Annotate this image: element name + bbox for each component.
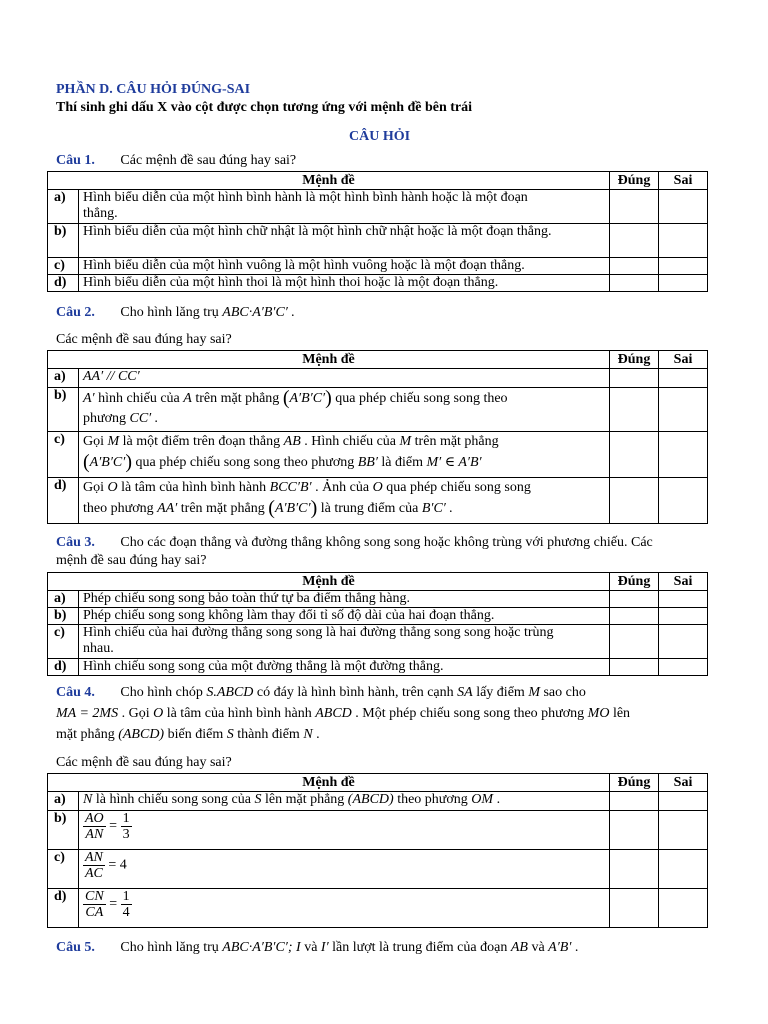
text: Cho hình lăng trụ xyxy=(120,940,223,955)
true-cell[interactable] xyxy=(610,388,659,432)
row-label: c) xyxy=(48,432,79,478)
text: có đáy là hình bình hành, trên cạnh xyxy=(253,685,458,700)
true-cell[interactable] xyxy=(610,258,659,275)
row-statement xyxy=(79,432,610,478)
q3-label: Câu 3. xyxy=(56,535,95,550)
q3-line xyxy=(56,535,653,551)
true-cell[interactable] xyxy=(610,591,659,608)
math: I′ xyxy=(320,940,329,955)
text: Gọi xyxy=(83,480,108,495)
true-cell[interactable] xyxy=(610,792,659,811)
row-statement: AA′ // CC′ xyxy=(79,369,610,388)
false-cell[interactable] xyxy=(659,432,708,478)
equals: = xyxy=(109,818,118,834)
row-statement xyxy=(79,625,610,659)
row-label: b) xyxy=(48,388,79,432)
section-title: CÂU HỎI xyxy=(349,129,411,144)
text: và xyxy=(300,940,321,955)
false-cell[interactable] xyxy=(659,275,708,292)
false-cell[interactable] xyxy=(659,388,708,432)
text: qua phép chiếu song song theo phương xyxy=(131,455,358,470)
text: . xyxy=(493,792,501,807)
text: trên mặt phẳng xyxy=(177,501,269,516)
text: lên mặt phẳng xyxy=(261,792,348,807)
row-label: b) xyxy=(48,224,79,258)
q4-subtext: Các mệnh đề sau đúng hay sai? xyxy=(56,755,232,770)
fraction xyxy=(121,811,132,842)
row-label: a) xyxy=(48,792,79,811)
text: lần lượt là trung điểm của đoạn xyxy=(328,940,511,955)
row-label: d) xyxy=(48,889,79,928)
math: O xyxy=(372,480,383,495)
text: biến điểm xyxy=(164,727,227,742)
paren-close: ) xyxy=(310,497,318,519)
q5-line xyxy=(56,940,578,956)
q3-text: Cho các đoạn thẳng và đường thẳng không song song hoặc không trùng với phương chiếu. Các xyxy=(120,535,653,550)
row-statement: Hình biểu diễn của một hình vuông là một hình vuông hoặc là một đoạn thẳng. xyxy=(79,258,610,275)
q3-table xyxy=(47,572,708,676)
math: A′B′C′ xyxy=(289,391,326,406)
fraction xyxy=(83,889,106,920)
text: mặt phẳng xyxy=(56,727,119,742)
text: là điểm xyxy=(377,455,427,470)
text: thành điểm xyxy=(233,727,304,742)
false-cell[interactable] xyxy=(659,850,708,889)
false-cell[interactable] xyxy=(659,591,708,608)
paren-open: ( xyxy=(282,387,290,409)
row-text-cont: nhau. xyxy=(83,641,114,656)
math: BCC′B′ xyxy=(269,480,312,495)
row-statement xyxy=(79,811,610,850)
math: AB xyxy=(283,434,301,449)
row-statement xyxy=(79,792,610,811)
q3-header-true: Đúng xyxy=(610,573,659,591)
math: B′C′ . xyxy=(421,501,453,516)
row-statement xyxy=(79,850,610,889)
false-cell[interactable] xyxy=(659,224,708,258)
math: O xyxy=(107,480,118,495)
instruction: Thí sinh ghi dấu X vào cột được chọn tương ứng với mệnh đề bên trái xyxy=(56,100,473,115)
math: MA = 2MS xyxy=(56,706,119,721)
numerator: AO xyxy=(85,811,104,826)
math: BB′ xyxy=(357,455,378,470)
math: CC′ . xyxy=(129,411,159,426)
fraction xyxy=(121,889,132,920)
math: (ABCD) xyxy=(118,727,165,742)
denominator: AC xyxy=(85,866,103,881)
q2-header-statement: Mệnh đề xyxy=(48,351,610,369)
row-statement: Hình biểu diễn của một hình thoi là một hình thoi hoặc là một đoạn thẳng. xyxy=(79,275,610,292)
table-row xyxy=(48,792,708,811)
numerator: 1 xyxy=(122,811,130,826)
math: A′B′C′ xyxy=(89,455,126,470)
false-cell[interactable] xyxy=(659,889,708,928)
numerator: AN xyxy=(85,850,103,865)
math: M xyxy=(528,685,540,700)
math: N xyxy=(303,727,313,742)
math: ABC·A′B′C′; I xyxy=(222,940,301,955)
false-cell[interactable] xyxy=(659,258,708,275)
q5-label: Câu 5. xyxy=(56,940,95,955)
table-row xyxy=(48,659,708,676)
table-row xyxy=(48,388,708,432)
row-statement: Hình chiếu song song của một đường thẳng là một đường thẳng. xyxy=(79,659,610,676)
text: . xyxy=(571,940,579,955)
row-label: c) xyxy=(48,625,79,659)
table-row xyxy=(48,625,708,659)
q4-line3 xyxy=(56,727,320,743)
row-statement xyxy=(79,190,610,224)
table-row xyxy=(48,889,708,928)
row-statement: Phép chiếu song song bảo toàn thứ tự ba điểm thẳng hàng. xyxy=(79,591,610,608)
math: S xyxy=(226,727,234,742)
math: MO xyxy=(587,706,610,721)
text: là tâm của hình bình hành xyxy=(117,480,270,495)
math: A xyxy=(183,391,192,406)
text: . Một phép chiếu song song theo phương xyxy=(351,706,588,721)
q4-label: Câu 4. xyxy=(56,685,95,700)
row-label: b) xyxy=(48,811,79,850)
text: trên mặt phẳng xyxy=(411,434,499,449)
table-row xyxy=(48,275,708,292)
numerator: 1 xyxy=(122,889,130,904)
q2-text: Cho hình lăng trụ xyxy=(120,305,219,320)
table-row xyxy=(48,432,708,478)
math: ABCD xyxy=(315,706,352,721)
true-cell[interactable] xyxy=(610,190,659,224)
equals: = xyxy=(109,896,118,912)
row-label: c) xyxy=(48,258,79,275)
false-cell[interactable] xyxy=(659,659,708,676)
q1-header-false: Sai xyxy=(659,172,708,190)
paren-close: ) xyxy=(325,387,332,409)
math: (ABCD) xyxy=(347,792,394,807)
table-row xyxy=(48,224,708,258)
q2-subtext: Các mệnh đề sau đúng hay sai? xyxy=(56,332,232,347)
q1-label: Câu 1. xyxy=(56,153,95,168)
table-row xyxy=(48,811,708,850)
math: M xyxy=(399,434,412,449)
text: qua phép chiếu song song theo xyxy=(331,391,508,406)
denominator: CA xyxy=(85,905,104,920)
denominator: 3 xyxy=(122,827,130,842)
true-cell[interactable] xyxy=(610,659,659,676)
true-cell[interactable] xyxy=(610,625,659,659)
table-row xyxy=(48,369,708,388)
text: . xyxy=(312,727,320,742)
math: M xyxy=(107,434,120,449)
text: theo phương xyxy=(83,501,158,516)
part-heading: PHẦN D. CÂU HỎI ĐÚNG-SAI xyxy=(56,82,251,97)
paren-open: ( xyxy=(83,451,90,473)
text: là một điểm trên đoạn thẳng xyxy=(119,434,284,449)
math: AA′ xyxy=(157,501,178,516)
table-row xyxy=(48,258,708,275)
q4-line2 xyxy=(56,706,630,722)
math: A′B′ xyxy=(548,940,572,955)
q2-line xyxy=(56,305,295,321)
q1-text: Các mệnh đề sau đúng hay sai? xyxy=(120,153,297,168)
true-cell[interactable] xyxy=(610,478,659,524)
text: hình chiếu của xyxy=(94,391,184,406)
math: A′ xyxy=(83,391,95,406)
q3-header-false: Sai xyxy=(659,573,708,591)
true-cell[interactable] xyxy=(610,224,659,258)
row-label: d) xyxy=(48,478,79,524)
q2-table xyxy=(47,350,708,524)
text: . Ảnh của xyxy=(311,480,373,495)
false-cell[interactable] xyxy=(659,608,708,625)
text: là tâm của hình bình hành xyxy=(163,706,316,721)
text: qua phép chiếu song song xyxy=(382,480,531,495)
equals: = 4 xyxy=(108,857,127,873)
math: OM xyxy=(471,792,494,807)
q4-line1 xyxy=(56,685,586,701)
row-text-cont: thẳng. xyxy=(83,206,118,221)
q3-text-cont: mệnh đề sau đúng hay sai? xyxy=(56,553,207,568)
row-label: c) xyxy=(48,850,79,889)
numerator: CN xyxy=(85,889,104,904)
false-cell[interactable] xyxy=(659,625,708,659)
text: Cho hình chóp xyxy=(120,685,207,700)
text: là trung điểm của xyxy=(317,501,422,516)
row-text: Hình chiếu của hai đường thẳng song song là hai đường thẳng song song hoặc trùng xyxy=(83,625,554,640)
text: và xyxy=(527,940,549,955)
text: Gọi xyxy=(83,434,108,449)
false-cell[interactable] xyxy=(659,190,708,224)
text: phương xyxy=(83,411,130,426)
paren-close: ) xyxy=(125,451,132,473)
table-row xyxy=(48,850,708,889)
true-cell[interactable] xyxy=(610,369,659,388)
q1-header-statement: Mệnh đề xyxy=(48,172,610,190)
q1-header-true: Đúng xyxy=(610,172,659,190)
false-cell[interactable] xyxy=(659,811,708,850)
math: S xyxy=(254,792,262,807)
q4-table xyxy=(47,773,708,928)
true-cell[interactable] xyxy=(610,850,659,889)
true-cell[interactable] xyxy=(610,889,659,928)
q4-header-true: Đúng xyxy=(610,774,659,792)
false-cell[interactable] xyxy=(659,792,708,811)
row-text: Hình biểu diễn của một hình bình hành là một hình bình hành hoặc là một đoạn xyxy=(83,190,528,205)
math: S.ABCD xyxy=(206,685,254,700)
q4-header-false: Sai xyxy=(659,774,708,792)
math: SA xyxy=(457,685,473,700)
text: trên mặt phẳng xyxy=(191,391,283,406)
text: . Hình chiếu của xyxy=(300,434,400,449)
row-label: d) xyxy=(48,275,79,292)
q2-header-false: Sai xyxy=(659,351,708,369)
math: M′ ∈ A′B′ xyxy=(426,455,482,470)
math: A′B′C′ xyxy=(274,501,311,516)
text: sao cho xyxy=(539,685,586,700)
text: theo phương xyxy=(393,792,472,807)
row-statement: Hình biểu diễn của một hình chữ nhật là một hình chữ nhật hoặc là một đoạn thẳng. xyxy=(79,224,610,258)
row-label: d) xyxy=(48,659,79,676)
fraction xyxy=(83,850,105,881)
denominator: 4 xyxy=(122,905,130,920)
row-label: a) xyxy=(48,369,79,388)
q1-table xyxy=(47,171,708,292)
denominator: AN xyxy=(85,827,104,842)
true-cell[interactable] xyxy=(610,811,659,850)
math: O xyxy=(153,706,164,721)
math: N xyxy=(83,792,93,807)
row-statement xyxy=(79,478,610,524)
paren-open: ( xyxy=(268,497,275,519)
true-cell[interactable] xyxy=(610,432,659,478)
table-row xyxy=(48,190,708,224)
false-cell[interactable] xyxy=(659,478,708,524)
text: lên xyxy=(609,706,631,721)
q4-header-statement: Mệnh đề xyxy=(48,774,610,792)
true-cell[interactable] xyxy=(610,275,659,292)
text: lấy điểm xyxy=(472,685,529,700)
math: AB xyxy=(510,940,528,955)
text: . Gọi xyxy=(118,706,154,721)
q1-line xyxy=(56,153,296,169)
row-statement xyxy=(79,388,610,432)
table-row xyxy=(48,608,708,625)
q2-header-true: Đúng xyxy=(610,351,659,369)
fraction xyxy=(83,811,106,842)
text: là hình chiếu song song của xyxy=(92,792,255,807)
q2-label: Câu 2. xyxy=(56,305,95,320)
table-row xyxy=(48,591,708,608)
row-statement xyxy=(79,889,610,928)
row-statement: Phép chiếu song song không làm thay đổi tỉ số độ dài của hai đoạn thẳng. xyxy=(79,608,610,625)
row-label: b) xyxy=(48,608,79,625)
table-row xyxy=(48,478,708,524)
q3-header-statement: Mệnh đề xyxy=(48,573,610,591)
false-cell[interactable] xyxy=(659,369,708,388)
true-cell[interactable] xyxy=(610,608,659,625)
row-label: a) xyxy=(48,190,79,224)
row-label: a) xyxy=(48,591,79,608)
q2-math: ABC·A′B′C′ . xyxy=(222,305,295,320)
